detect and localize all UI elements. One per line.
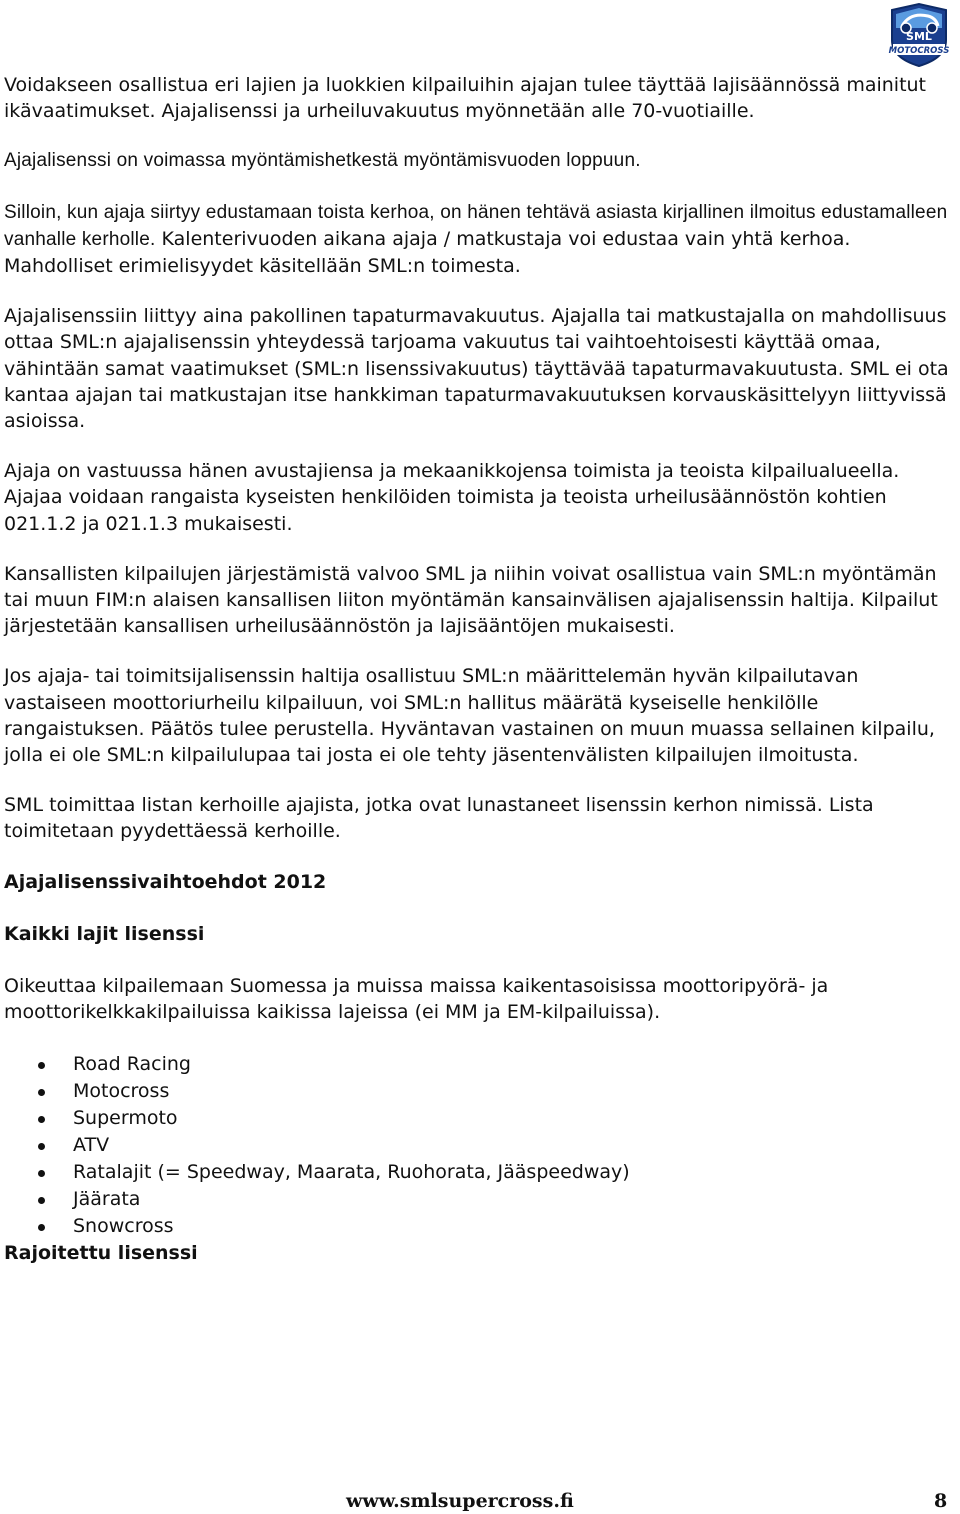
heading-all-disciplines: Kaikki lajit lisenssi xyxy=(4,922,205,945)
paragraph-club-transfer xyxy=(4,199,952,280)
page-number: 8 xyxy=(934,1490,948,1512)
logo-subtext: MOTOCROSS xyxy=(888,46,950,56)
club-transfer-text: Silloin, kun ajaja siirtyy edustamaan toista kerhoa, on hänen tehtävä asiasta kirjallinen ilmoitus edustamalleen vanhalle kerholle. xyxy=(4,201,948,250)
paragraph-validity: Ajajalisenssi on voimassa myöntämishetkestä myöntämisvuoden loppuun. xyxy=(4,150,641,172)
list-item: Jäärata xyxy=(4,1186,952,1213)
list-item: Motocross xyxy=(4,1078,952,1105)
footer-url: www.smlsupercross.fi xyxy=(346,1490,574,1512)
list-item: Snowcross xyxy=(4,1213,952,1240)
sml-motocross-logo xyxy=(884,2,954,68)
paragraph-insurance: Ajajalisenssiin liittyy aina pakollinen tapaturmavakuutus. Ajajalla tai matkustajalla on mahdollisuus ottaa SML:n ajajalisenssin yhteydessä tarjoama vakuutus tai vaihtoehtoisesti käyttää omaa, vähintään samat vaatimukset (SML:n lisenssivakuutus) täyttävää tapaturmavakuutusta. SML ei ota kantaa ajajan tai matkustajan itse hankkiman tapaturmavakuutuksen korvauskäsittelyyn liittyvissä asioissa. xyxy=(4,305,949,433)
paragraph-penalties: Jos ajaja- tai toimitsijalisenssin haltija osallistuu SML:n määrittelemän hyvän kilpailutavan vastaiseen moottoriurheilu kilpailuun, voi SML:n hallitus määrätä kyseiselle henkilölle rangaistuksen. Päätös tulee perustella. Hyväntavan vastainen on muun muassa sellainen kilpailu, jolla ei ole SML:n kilpailulupaa tai josta ei ole tehty jäsentenvälisten kilpailujen ilmoitusta. xyxy=(4,665,935,767)
list-item: Ratalajit (= Speedway, Maarata, Ruohorata, Jääspeedway) xyxy=(4,1159,952,1186)
heading-license-options: Ajajalisenssivaihtoehdot 2012 xyxy=(4,870,327,893)
list-item: Road Racing xyxy=(4,1051,952,1078)
list-item: Supermoto xyxy=(4,1105,952,1132)
page-footer xyxy=(0,1490,960,1514)
paragraph-age-requirements: Voidakseen osallistua eri lajien ja luokkien kilpailuihin ajajan tulee täyttää lajisäännössä mainitut ikävaatimukset. Ajajalisenssi ja urheiluvakuutus myönnetään alle 70-vuotiaille. xyxy=(4,74,927,123)
document-body xyxy=(4,72,952,1292)
logo-text: SML xyxy=(906,30,932,43)
discipline-list xyxy=(4,1051,952,1240)
club-representation-text: Kalenterivuoden aikana ajaja / matkustaja voi edustaa vain yhtä kerhoa. Mahdolliset erimielisyydet käsitellään SML:n toimesta. xyxy=(4,227,851,278)
list-item: ATV xyxy=(4,1132,952,1159)
paragraph-club-list: SML toimittaa listan kerhoille ajajista, jotka ovat lunastaneet lisenssin kerhon nimissä. Lista toimitetaan pyydettäessä kerhoille. xyxy=(4,794,874,843)
heading-restricted-license: Rajoitettu lisenssi xyxy=(4,1242,198,1265)
paragraph-responsibility: Ajaja on vastuussa hänen avustajiensa ja mekaanikkojensa toimista ja teoista kilpailualueella. Ajajaa voidaan rangaista kyseisten henkilöiden toimista ja teoista urheilusäännöstön kohtien 021.1.2 ja 021.1.3 mukaisesti. xyxy=(4,460,900,535)
paragraph-all-disciplines-rights: Oikeuttaa kilpailemaan Suomessa ja muissa maissa kaikentasoisissa moottoripyörä- ja moottorikelkkakilpailuissa kaikissa lajeissa (ei MM ja EM-kilpailuissa). xyxy=(4,974,829,1023)
paragraph-national-competitions: Kansallisten kilpailujen järjestämistä valvoo SML ja niihin voivat osallistua vain SML:n myöntämän tai muun FIM:n alaisen kansallisen liiton myöntämän kansainvälisen ajajalisenssin haltija. Kilpailut järjestetään kansallisen urheilusäännöstön ja lajisääntöjen mukaisesti. xyxy=(4,562,938,638)
